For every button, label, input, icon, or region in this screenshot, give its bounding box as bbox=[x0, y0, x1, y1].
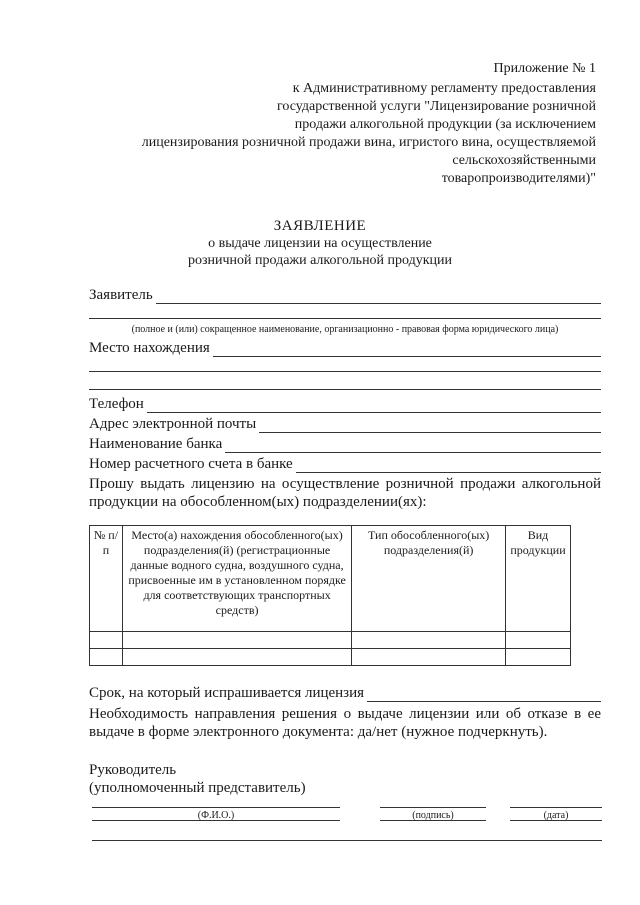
applicant-label: Заявитель bbox=[89, 287, 153, 303]
header-product: Вид продукции bbox=[506, 526, 571, 632]
subdivisions-table bbox=[89, 525, 571, 666]
location-input-line[interactable] bbox=[213, 341, 601, 357]
table-cell[interactable] bbox=[352, 632, 506, 649]
table-cell[interactable] bbox=[90, 649, 123, 666]
location-extra-line[interactable] bbox=[89, 389, 601, 390]
request-text: Прошу выдать лицензию на осуществление розничной продажи алкогольной продукции на обособленном(ых) подразделении(ях): bbox=[89, 476, 601, 510]
term-input-line[interactable] bbox=[367, 686, 601, 702]
appendix-header bbox=[76, 60, 596, 188]
location-label: Место нахождения bbox=[89, 340, 210, 356]
account-field bbox=[89, 453, 601, 473]
phone-input-line[interactable] bbox=[147, 397, 601, 413]
location-field bbox=[89, 337, 601, 357]
date-caption: (дата) bbox=[543, 810, 569, 821]
title-line: о выдаче лицензии на осуществление bbox=[208, 236, 432, 251]
fio-line[interactable] bbox=[92, 807, 340, 808]
header-type: Тип обособленного(ых) подразделения(й) bbox=[352, 526, 506, 632]
table-header-row bbox=[90, 526, 571, 632]
table-cell[interactable] bbox=[90, 632, 123, 649]
email-label: Адрес электронной почты bbox=[89, 416, 257, 432]
electronic-doc-text: Необходимость направления решения о выдаче лицензии или об отказе в ее выдаче в форме электронного документа: да/нет (нужное подчеркнуть). bbox=[89, 706, 601, 740]
account-label: Номер расчетного счета в банке bbox=[89, 456, 293, 472]
document-title bbox=[0, 218, 640, 269]
term-field bbox=[89, 682, 601, 702]
table-cell[interactable] bbox=[122, 649, 351, 666]
appendix-line: лицензирования розничной продажи вина, игристого вина, осуществляемой bbox=[141, 135, 596, 150]
account-input-line[interactable] bbox=[296, 457, 601, 473]
bank-field bbox=[89, 433, 601, 453]
email-field bbox=[89, 413, 601, 433]
bank-input-line[interactable] bbox=[225, 437, 601, 453]
table-cell[interactable] bbox=[506, 632, 571, 649]
appendix-line: к Административному регламенту предоставления bbox=[292, 81, 596, 96]
applicant-input-line[interactable] bbox=[156, 288, 601, 304]
phone-label: Телефон bbox=[89, 396, 144, 412]
table-cell[interactable] bbox=[506, 649, 571, 666]
applicant-caption: (полное и (или) сокращенное наименование, организационно - правовая форма юридического лица) bbox=[131, 324, 559, 335]
table-row[interactable] bbox=[90, 649, 571, 666]
location-extra-line[interactable] bbox=[89, 371, 601, 372]
appendix-line: сельскохозяйственными bbox=[452, 153, 596, 168]
applicant-extra-line[interactable] bbox=[89, 318, 601, 319]
table-cell[interactable] bbox=[352, 649, 506, 666]
bottom-line bbox=[92, 840, 602, 841]
header-number: № п/п bbox=[90, 526, 123, 632]
bank-label: Наименование банка bbox=[89, 436, 223, 452]
head-label: Руководитель bbox=[89, 762, 177, 778]
header-location: Место(а) нахождения обособленного(ых) подразделения(й) (регистрационные данные водного судна, воздушного судна, присвоенные им в установленном порядке для соответствующих транспортных средств) bbox=[122, 526, 351, 632]
appendix-line: государственной услуги "Лицензирование розничной bbox=[276, 99, 596, 114]
appendix-line: продажи алкогольной продукции (за исключением bbox=[294, 117, 596, 132]
appendix-number: Приложение № 1 bbox=[493, 61, 596, 76]
signature-caption: (подпись) bbox=[412, 810, 454, 821]
phone-field bbox=[89, 393, 601, 413]
applicant-field bbox=[89, 284, 601, 304]
fio-caption: (Ф.И.О.) bbox=[197, 810, 235, 821]
email-input-line[interactable] bbox=[259, 417, 601, 433]
appendix-line: товаропроизводителями)" bbox=[441, 171, 596, 186]
table-cell[interactable] bbox=[122, 632, 351, 649]
head-sub-label: (уполномоченный представитель) bbox=[89, 780, 306, 796]
term-label: Срок, на который испрашивается лицензия bbox=[89, 685, 365, 701]
title-line: розничной продажи алкогольной продукции bbox=[187, 253, 453, 268]
title-main: ЗАЯВЛЕНИЕ bbox=[273, 218, 367, 234]
signature-line[interactable] bbox=[380, 807, 486, 808]
date-line[interactable] bbox=[510, 807, 602, 808]
table-row[interactable] bbox=[90, 632, 571, 649]
